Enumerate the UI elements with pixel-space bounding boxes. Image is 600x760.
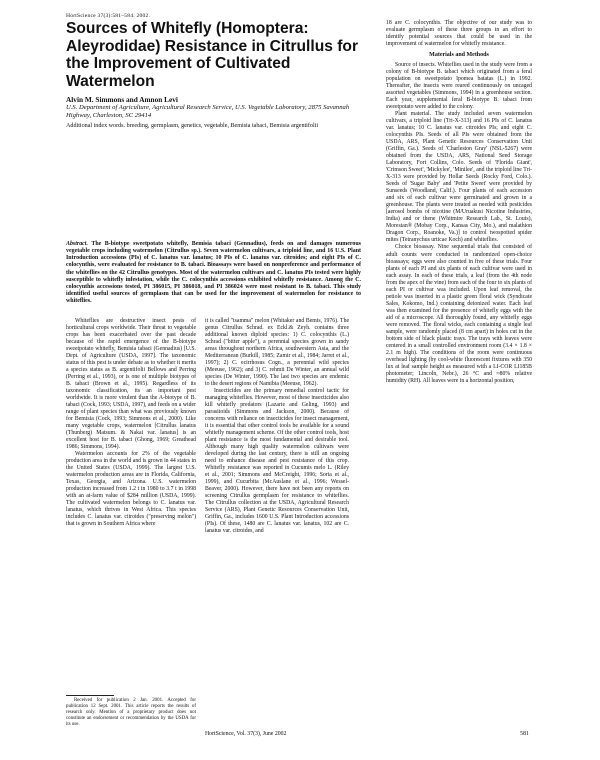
footnote-text: Received for publication 2 Jan. 2001. Accepted for publication 12 Sept. 2001. This article reports the results of research only. Mention of a proprietary product does not constitute an endorsement or recommendation by the USDA for its use. (66, 698, 196, 727)
running-head: HortScience 37(3):581–584. 2002. (66, 13, 151, 19)
paragraph: Watermelon accounts for 2% of the vegetable production area in the world and is grown in 44 states in the United States (USDA, 1999). The largest U.S. watermelon production areas are in Florida, California, Texas, Georgia, and Arizona. U.S. watermelon production increased from 1.2 t in 1980 to 3.7 t in 1998 with an at-farm value of $284 million (USDA, 1999). The cultivated watermelon belongs to C. lanatus var. lanatus, which thrives in West Africa. This species includes C. lanatus var. citroides ("preserving melon") that is grown in Southern Africa where (66, 451, 196, 528)
additional-index-words: Additional index words. breeding, germplasm, genetics, vegetable, Bemisia tabaci, Bemisia argentifolii (66, 123, 319, 130)
abstract-text: The B-biotype sweetpotato whitefly, Bemisia tabaci (Gennadius), feeds on and damages numerous vegetable crops including watermelon (Citrullus sp.). Seven watermelon cultivars, a triploid line, and 16 U.S. Plant Introduction accessions (PIs) of C. lanatus var. lanatus; 10 PIs of C. lanatus var. citroides; and eight PIs of C. colocynthis, were evaluated for resistance to B. tabaci. Bioassays were based on nonpreference and performance of the whiteflies on the 42 Citrullus genotypes. Most of the watermelon cultivars and C. lanatus PIs tested were highly susceptible to whitefly infestation, while the C. colocynthis accessions exhibited whitefly resistance. Among the C. colocynthis accessions tested, PI 386015, PI 386018, and PI 386024 were most resistant to B. tabaci. This study identified useful sources of germplasm that can be used for the improvement of watermelon for resistance to whiteflies. (66, 241, 361, 305)
abstract (66, 241, 361, 305)
paragraph: 18 are C. colocynthis. The objective of our study was to evaluate germplasm of these three groups in an effort to identify potential sources that could be used in the improvement of watermelon for whitefly resistance. (386, 20, 532, 48)
title-block (66, 20, 361, 131)
affiliation: U.S. Department of Agriculture, Agricultural Research Service, U.S. Vegetable Laboratory, 2875 Savannah Highway, Charleston, SC 29414 (66, 104, 350, 120)
page-number: 581 (520, 731, 529, 737)
column-2 (205, 318, 349, 535)
footnote-rule (66, 695, 114, 696)
paragraph: Plant material. The study included seven watermelon cultivars, a triploid line (Tri-X-313) and 16 PIs of C. lanatus var. lanatus; 10 C. lanatus var. citroides PIs; and eight C. colocynthis PIs. Seeds of all PIs were obtained from the USDA, ARS, Plant Genetic Resources Conservation Unit (Griffin, Ga.). Seeds of 'Charleston Gray' (NSL-5267) were obtained from the USDA, ARS, National Seed Storage Laboratory, Fort Collins, Colo. Seeds of 'Florida Giant', 'Crimson Sweet', 'Mickylee', 'Minilee', and the triploid line Tri-X-313 were provided by Hollar Seeds (Rocky Ford, Colo.). Seeds of 'Sugar Baby' and 'Petite Sweet' were provided by Sunseeds (Woodland, Calif.). Four plants of each accession and six of each cultivar were germinated and grown in a greenhouse. The plants were treated as needed with pesticides [aerosol bombs of nicotine (M/Uruakusi Nicotine Industries, India) and or thene (Whitmire Research Lab., St. Louis), Morestan® (Mobay Corp., Kansas City, Mo.), and malathion Dragon Corp., Roanoke, Va.)] to control twospotted spider mites (Tetranychus urticae Koch) and whiteflies. (386, 111, 532, 244)
abstract-label: Abstract. (66, 241, 88, 247)
article-title: Sources of Whitefly (Homoptera: Aleyrodidae) Resistance in Citrullus for the Improvement of Cultivated Watermelon (66, 20, 359, 90)
paragraph: it is called "tsamma" melon (Whitaker and Bemis, 1976). The genus Citrullus Schrad. ex Eckl.& Zeyh. contains three additional known diploid species: 1) C. colocynthis (L.) Schrad ("bitter apple"), a perennial species grown in sandy areas throughout northern Africa, southwestern Asia, and the Mediterranean (Burkill, 1985; Zamir et al., 1984; Jarret et al., 1997); 2) C. ecirrhosus Cogn., a perennial wild species (Meeuse, 1962); and 3) C. rehmii De Winter, an annual wild species (De Winter, 1990). The last two species are endemic to the desert regions of Namibia (Meeuse, 1962). (205, 318, 349, 388)
paragraph: Insecticides are the primary remedial control tactic for managing whiteflies. However, most of these insecticides also kill whitefly predators (Lazarie and Geling, 1993) and parasitoids (Simmons and Jackson, 2000). Because of concerns with reliance on insecticides for insect management, it is essential that other control tools be available for a sound whitefly management scheme. Of the other control tools, host plant resistance is the most fundamental and desirable tool. Although many high quality watermelon cultivars were developed during the last century, there is still an ongoing need to enhance disease and pest resistance of this crop. Whitefly resistance was reported in Cucumis melo L. (Riley et al., 2001; Simmons and McCreight, 1996; Soria et al., 1999), and Cucurbita (McAuslane et al., 1996; Wessel-Beaver, 2000). However, there have not been any reports on screening Citrullus germplasm for resistance to whiteflies. The Citrullus collection at the USDA, Agricultural Research Service (ARS), Plant Genetic Resources Conservation Unit, Griffin, Ga., includes 1600 U.S. Plant Introduction accessions (PIs). Of these, 1480 are C. lanatus var. lanatus, 102 are C. lanatus var. citroides, and (205, 388, 349, 535)
paragraph: Source of insects. Whiteflies used in the study were from a colony of B-biotype B. tabaci which originated from a feral population on sweetpotato Ipomea batatas (L.) in 1992. Thereafter, the insects were reared continuously on uncaged assorted vegetables (Simmons, 1994) in a greenhouse section. Each year, supplemental feral B-biotype B. tabaci from sweetpotato were added to the colony. (386, 62, 532, 111)
authors: Alvin M. Simmons and Amnon Levi (66, 95, 178, 105)
section-heading: Materials and Methods (429, 52, 489, 59)
footnote (66, 698, 196, 728)
paragraph: Whiteflies are destructive insect pests of horticultural crops worldwide. Their threat to vegetable crops has been exacerbated over the past decade because of the rapid emergence of the B-biotype sweetpotato whitefly, Bemisia tabaci (Gennadius) [U.S. Dept. of Agriculture (USDA, 1997]. The taxonomic status of this pest is under debate as to whether it merits a species status as B. argentifolii Bellows and Perring (Perring et al., 1993), or is one of multiple biotypes of B. tabaci (Brown et al., 1995). Regardless of its taxonomic classification, its an important pest worldwide. It is more virulent than the A-biotype of B. tabaci (Cock, 1993; USDA, 1997), and feeds on a wider range of plant species than what was previously known for Bemisia (Cock, 1993; Simmons et al., 2000). Like many vegetable crops, watermelon [Citrullus lanatus (Thunberg) Matsum. & Nakai var. lanatus] is an excellent host for B. tabaci (Ghong, 1969; Greathead 1986; Simmons, 1994). (66, 318, 196, 451)
paragraph: Choice bioassay. Nine sequential trials that consisted of adult counts were conducted in randomized open-choice bioassays; eggs were also counted in five of these trials. Four plants of each PI and six plants of each cultivar were used in each assay. In each of these trials, a leaf (from the 4th node from the apex of the vine) from each of the four to six plants of each PI or cultivar was included. Upon leaf removal, the petiole was inserted in a plastic green floral wick (Syndicate Sales, Kokomo, Ind.) containing deionized water. Each leaf was then examined for the presence of whitefly eggs with the aid of a microscope. All thoroughly found, any whitefly eggs were removed. The floral wicks, each containing a single leaf sample, were randomly placed (8 cm apart) in holes cut in the bottom side of black plastic trays. The trays with leaves were centered in a small controlled environment room (3.4 × 1.8 × 2.1 m high). The conditions of the room were continuous overhead lighting (by cool-white fluorescent fixtures with 350 lux at leaf sample height as measured with a LI-COR LI185B photometer; Lincoln, Nebr.), 26 °C and ≈80% relative humidity (RH). All leaves were in a horizontal position, (386, 244, 532, 384)
column-1 (66, 318, 196, 528)
page-footer-journal: HortScience, Vol. 37(3), June 2002 (205, 731, 287, 737)
column-3 (386, 20, 532, 385)
